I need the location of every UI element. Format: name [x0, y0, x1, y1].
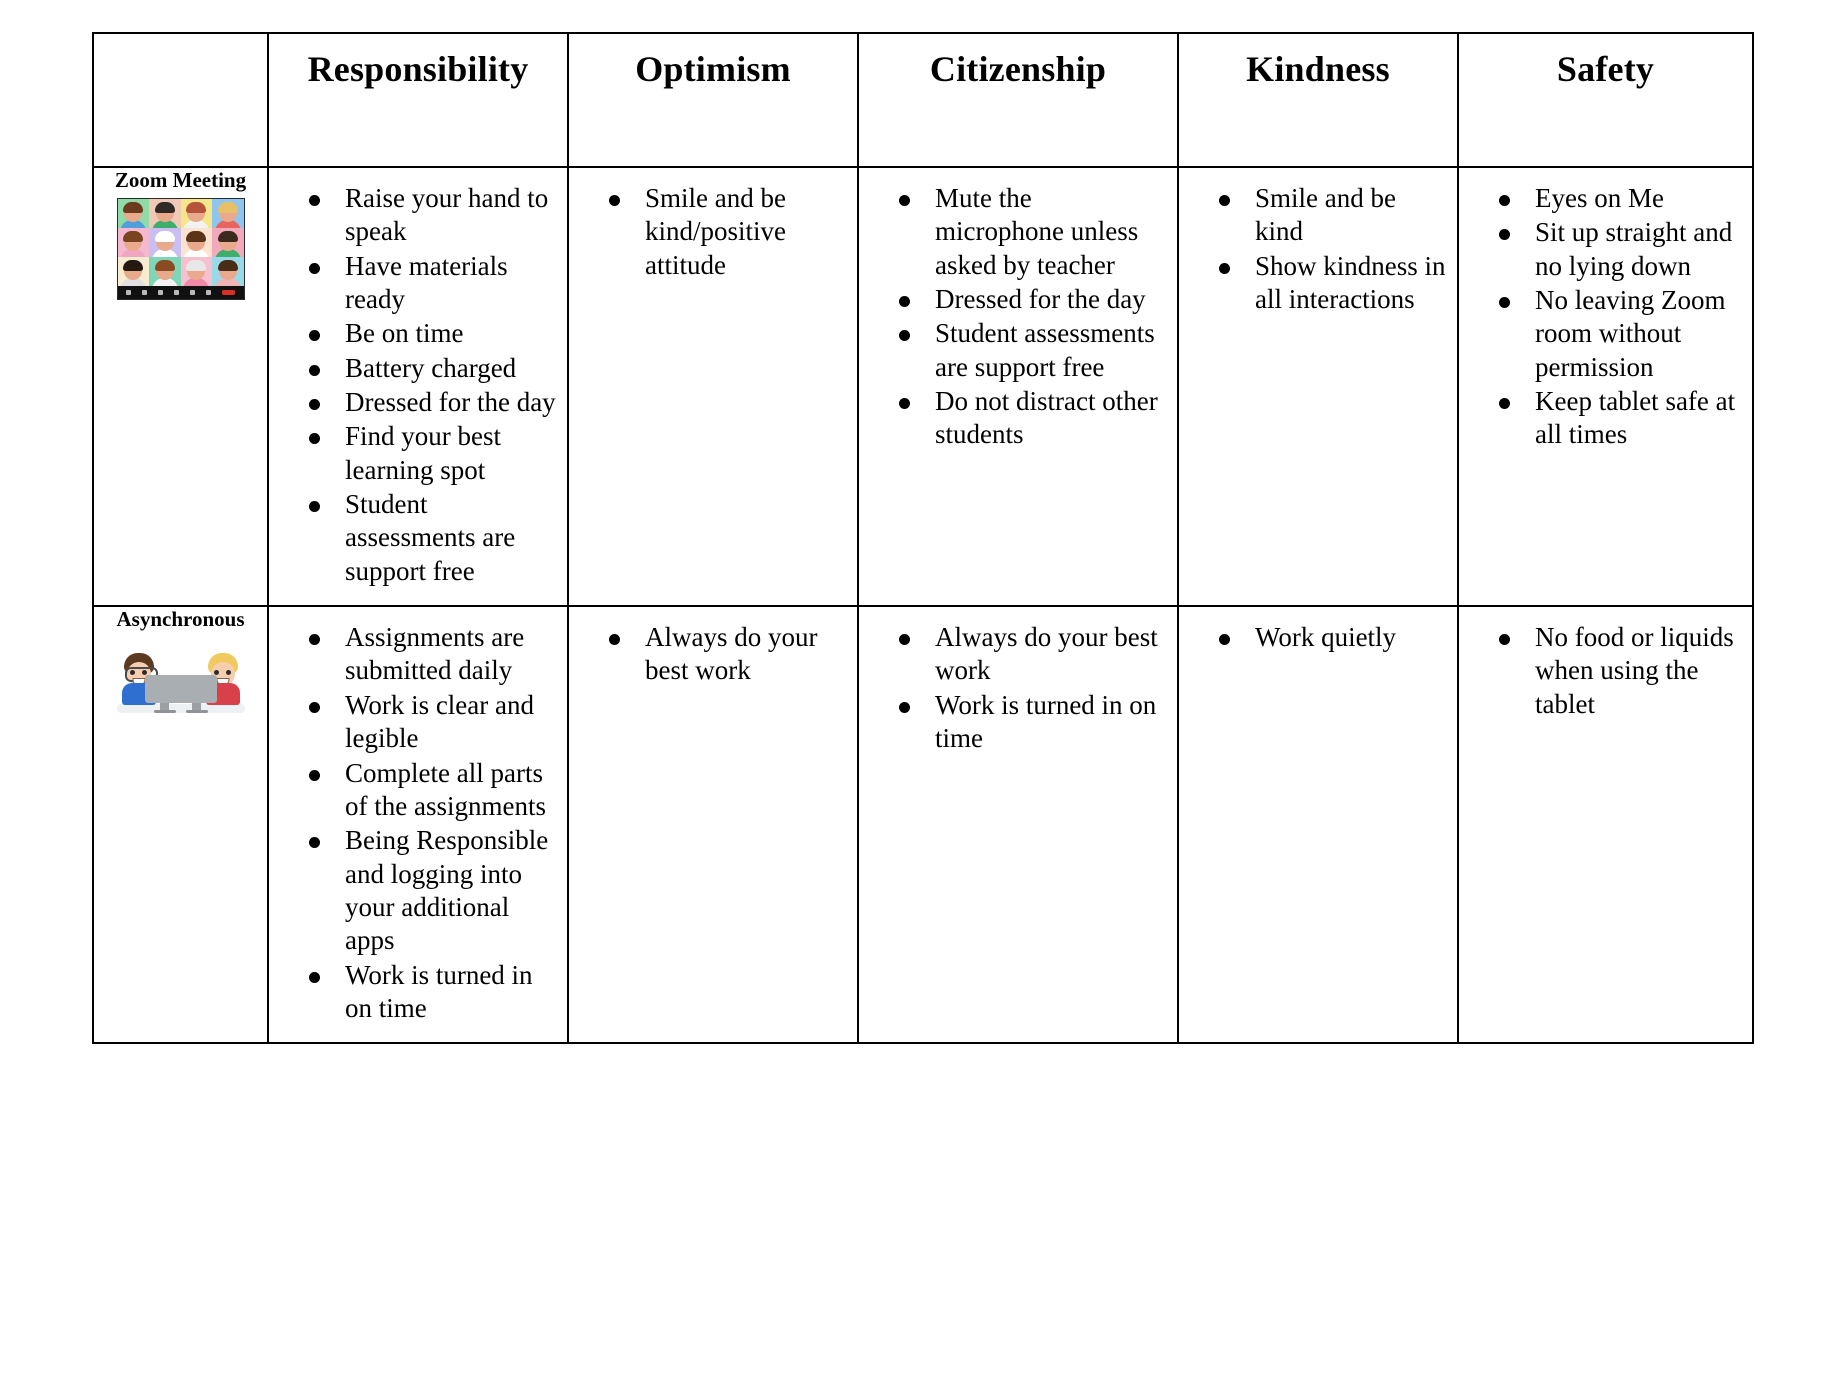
zoom-participant-tile: [181, 228, 213, 257]
rule-item: Assignments are submitted daily: [303, 621, 557, 688]
column-header-responsibility-label: Responsibility: [307, 49, 529, 89]
rule-item: Sit up straight and no lying down: [1493, 216, 1742, 283]
rule-item: Smile and be kind: [1213, 182, 1447, 249]
participant-hair: [155, 202, 175, 213]
column-header-citizenship: [858, 33, 1178, 167]
table-corner-cell: [93, 33, 268, 167]
rule-list-async-optimism: [569, 607, 857, 705]
rule-item: Complete all parts of the assignments: [303, 757, 557, 824]
rule-item: Work is turned in on time: [893, 689, 1167, 756]
rule-item: Dressed for the day: [893, 283, 1167, 316]
participant-hair: [123, 260, 143, 271]
cell-zoom-responsibility: [268, 167, 568, 606]
zoom-participant-tile: [149, 228, 181, 257]
video-icon: [142, 290, 147, 295]
record-icon: [206, 290, 211, 295]
table-row-zoom-meeting: [93, 167, 1753, 606]
zoom-participant-tile: [149, 199, 181, 228]
monitor-base: [186, 710, 208, 713]
monitor-stand: [160, 703, 169, 710]
monitor-screen: [177, 675, 217, 703]
monitor-base: [154, 710, 176, 713]
zoom-toolbar: [118, 286, 244, 299]
row-label-cell-asynchronous: [93, 606, 268, 1043]
cell-zoom-optimism: [568, 167, 858, 606]
rule-item: Be on time: [303, 317, 557, 350]
monitor-stand: [192, 703, 201, 710]
column-header-optimism-label: Optimism: [635, 49, 791, 89]
participant-hair: [218, 202, 238, 213]
rule-item: Find your best learning spot: [303, 420, 557, 487]
rule-item: No food or liquids when using the tablet: [1493, 621, 1742, 721]
rule-item: Keep tablet safe at all times: [1493, 385, 1742, 452]
rule-list-zoom-responsibility: [269, 168, 567, 605]
participants-icon: [158, 290, 163, 295]
rule-item: Always do your best work: [603, 621, 847, 688]
expectations-matrix-table: [92, 32, 1754, 1044]
leave-meeting-button: [222, 290, 235, 295]
participant-hair: [186, 231, 206, 242]
rule-list-zoom-kindness: [1179, 168, 1457, 333]
rule-list-zoom-safety: [1459, 168, 1752, 469]
zoom-participant-tile: [149, 257, 181, 286]
zoom-meeting-grid-image: [117, 198, 245, 300]
zoom-participant-grid: [118, 199, 244, 286]
kids-at-computers-image: [115, 637, 247, 719]
participant-hair: [186, 260, 206, 271]
rule-item: No leaving Zoom room without permission: [1493, 284, 1742, 384]
rule-item: Smile and be kind/positive attitude: [603, 182, 847, 282]
column-header-citizenship-label: Citizenship: [929, 49, 1107, 89]
zoom-participant-tile: [118, 228, 150, 257]
rule-list-async-kindness: [1179, 607, 1457, 671]
cell-async-safety: [1458, 606, 1753, 1043]
rule-item: Do not distract other students: [893, 385, 1167, 452]
participant-hair: [218, 231, 238, 242]
cell-async-kindness: [1178, 606, 1458, 1043]
rule-item: Work quietly: [1213, 621, 1447, 654]
zoom-participant-tile: [118, 199, 150, 228]
rule-item: Always do your best work: [893, 621, 1167, 688]
rule-item: Battery charged: [303, 352, 557, 385]
table-header-row: [93, 33, 1753, 167]
cell-zoom-safety: [1458, 167, 1753, 606]
table-row-asynchronous: [93, 606, 1753, 1043]
cell-async-optimism: [568, 606, 858, 1043]
corner-header-label: [94, 34, 267, 50]
column-header-safety: [1458, 33, 1753, 167]
rule-item: Work is turned in on time: [303, 959, 557, 1026]
cell-zoom-kindness: [1178, 167, 1458, 606]
zoom-participant-tile: [212, 199, 244, 228]
rule-list-async-responsibility: [269, 607, 567, 1042]
column-header-responsibility: [268, 33, 568, 167]
rule-item: Being Responsible and logging into your additional apps: [303, 824, 557, 957]
participant-hair: [218, 260, 238, 271]
column-header-optimism: [568, 33, 858, 167]
zoom-participant-tile: [212, 257, 244, 286]
rule-list-zoom-citizenship: [859, 168, 1177, 469]
row-label-asynchronous: Asynchronous: [116, 607, 245, 632]
rule-list-async-citizenship: [859, 607, 1177, 772]
rule-item: Student assessments are support free: [893, 317, 1167, 384]
participant-hair: [155, 231, 175, 242]
chat-icon: [174, 290, 179, 295]
rule-item: Eyes on Me: [1493, 182, 1742, 215]
mic-icon: [126, 290, 131, 295]
cell-async-citizenship: [858, 606, 1178, 1043]
participant-hair: [155, 260, 175, 271]
rule-item: Dressed for the day: [303, 386, 557, 419]
cell-async-responsibility: [268, 606, 568, 1043]
rule-item: Have materials ready: [303, 250, 557, 317]
participant-hair: [123, 202, 143, 213]
participant-hair: [123, 231, 143, 242]
column-header-kindness: [1178, 33, 1458, 167]
zoom-participant-tile: [181, 199, 213, 228]
computer-monitor-icon: [177, 675, 217, 709]
rule-list-zoom-optimism: [569, 168, 857, 299]
rule-item: Raise your hand to speak: [303, 182, 557, 249]
eye-shape: [226, 670, 231, 675]
participant-hair: [186, 202, 206, 213]
zoom-participant-tile: [181, 257, 213, 286]
row-label-zoom-meeting: Zoom Meeting: [114, 168, 247, 192]
column-header-kindness-label: Kindness: [1246, 49, 1390, 89]
eye-shape: [130, 670, 135, 675]
rule-item: Student assessments are support free: [303, 488, 557, 588]
row-label-cell-zoom-meeting: [93, 167, 268, 606]
zoom-participant-tile: [118, 257, 150, 286]
rule-list-async-safety: [1459, 607, 1752, 738]
column-header-safety-label: Safety: [1556, 49, 1655, 89]
rule-item: Mute the microphone unless asked by teacher: [893, 182, 1167, 282]
share-icon: [190, 290, 195, 295]
cell-zoom-citizenship: [858, 167, 1178, 606]
rule-item: Show kindness in all interactions: [1213, 250, 1447, 317]
zoom-participant-tile: [212, 228, 244, 257]
rule-item: Work is clear and legible: [303, 689, 557, 756]
